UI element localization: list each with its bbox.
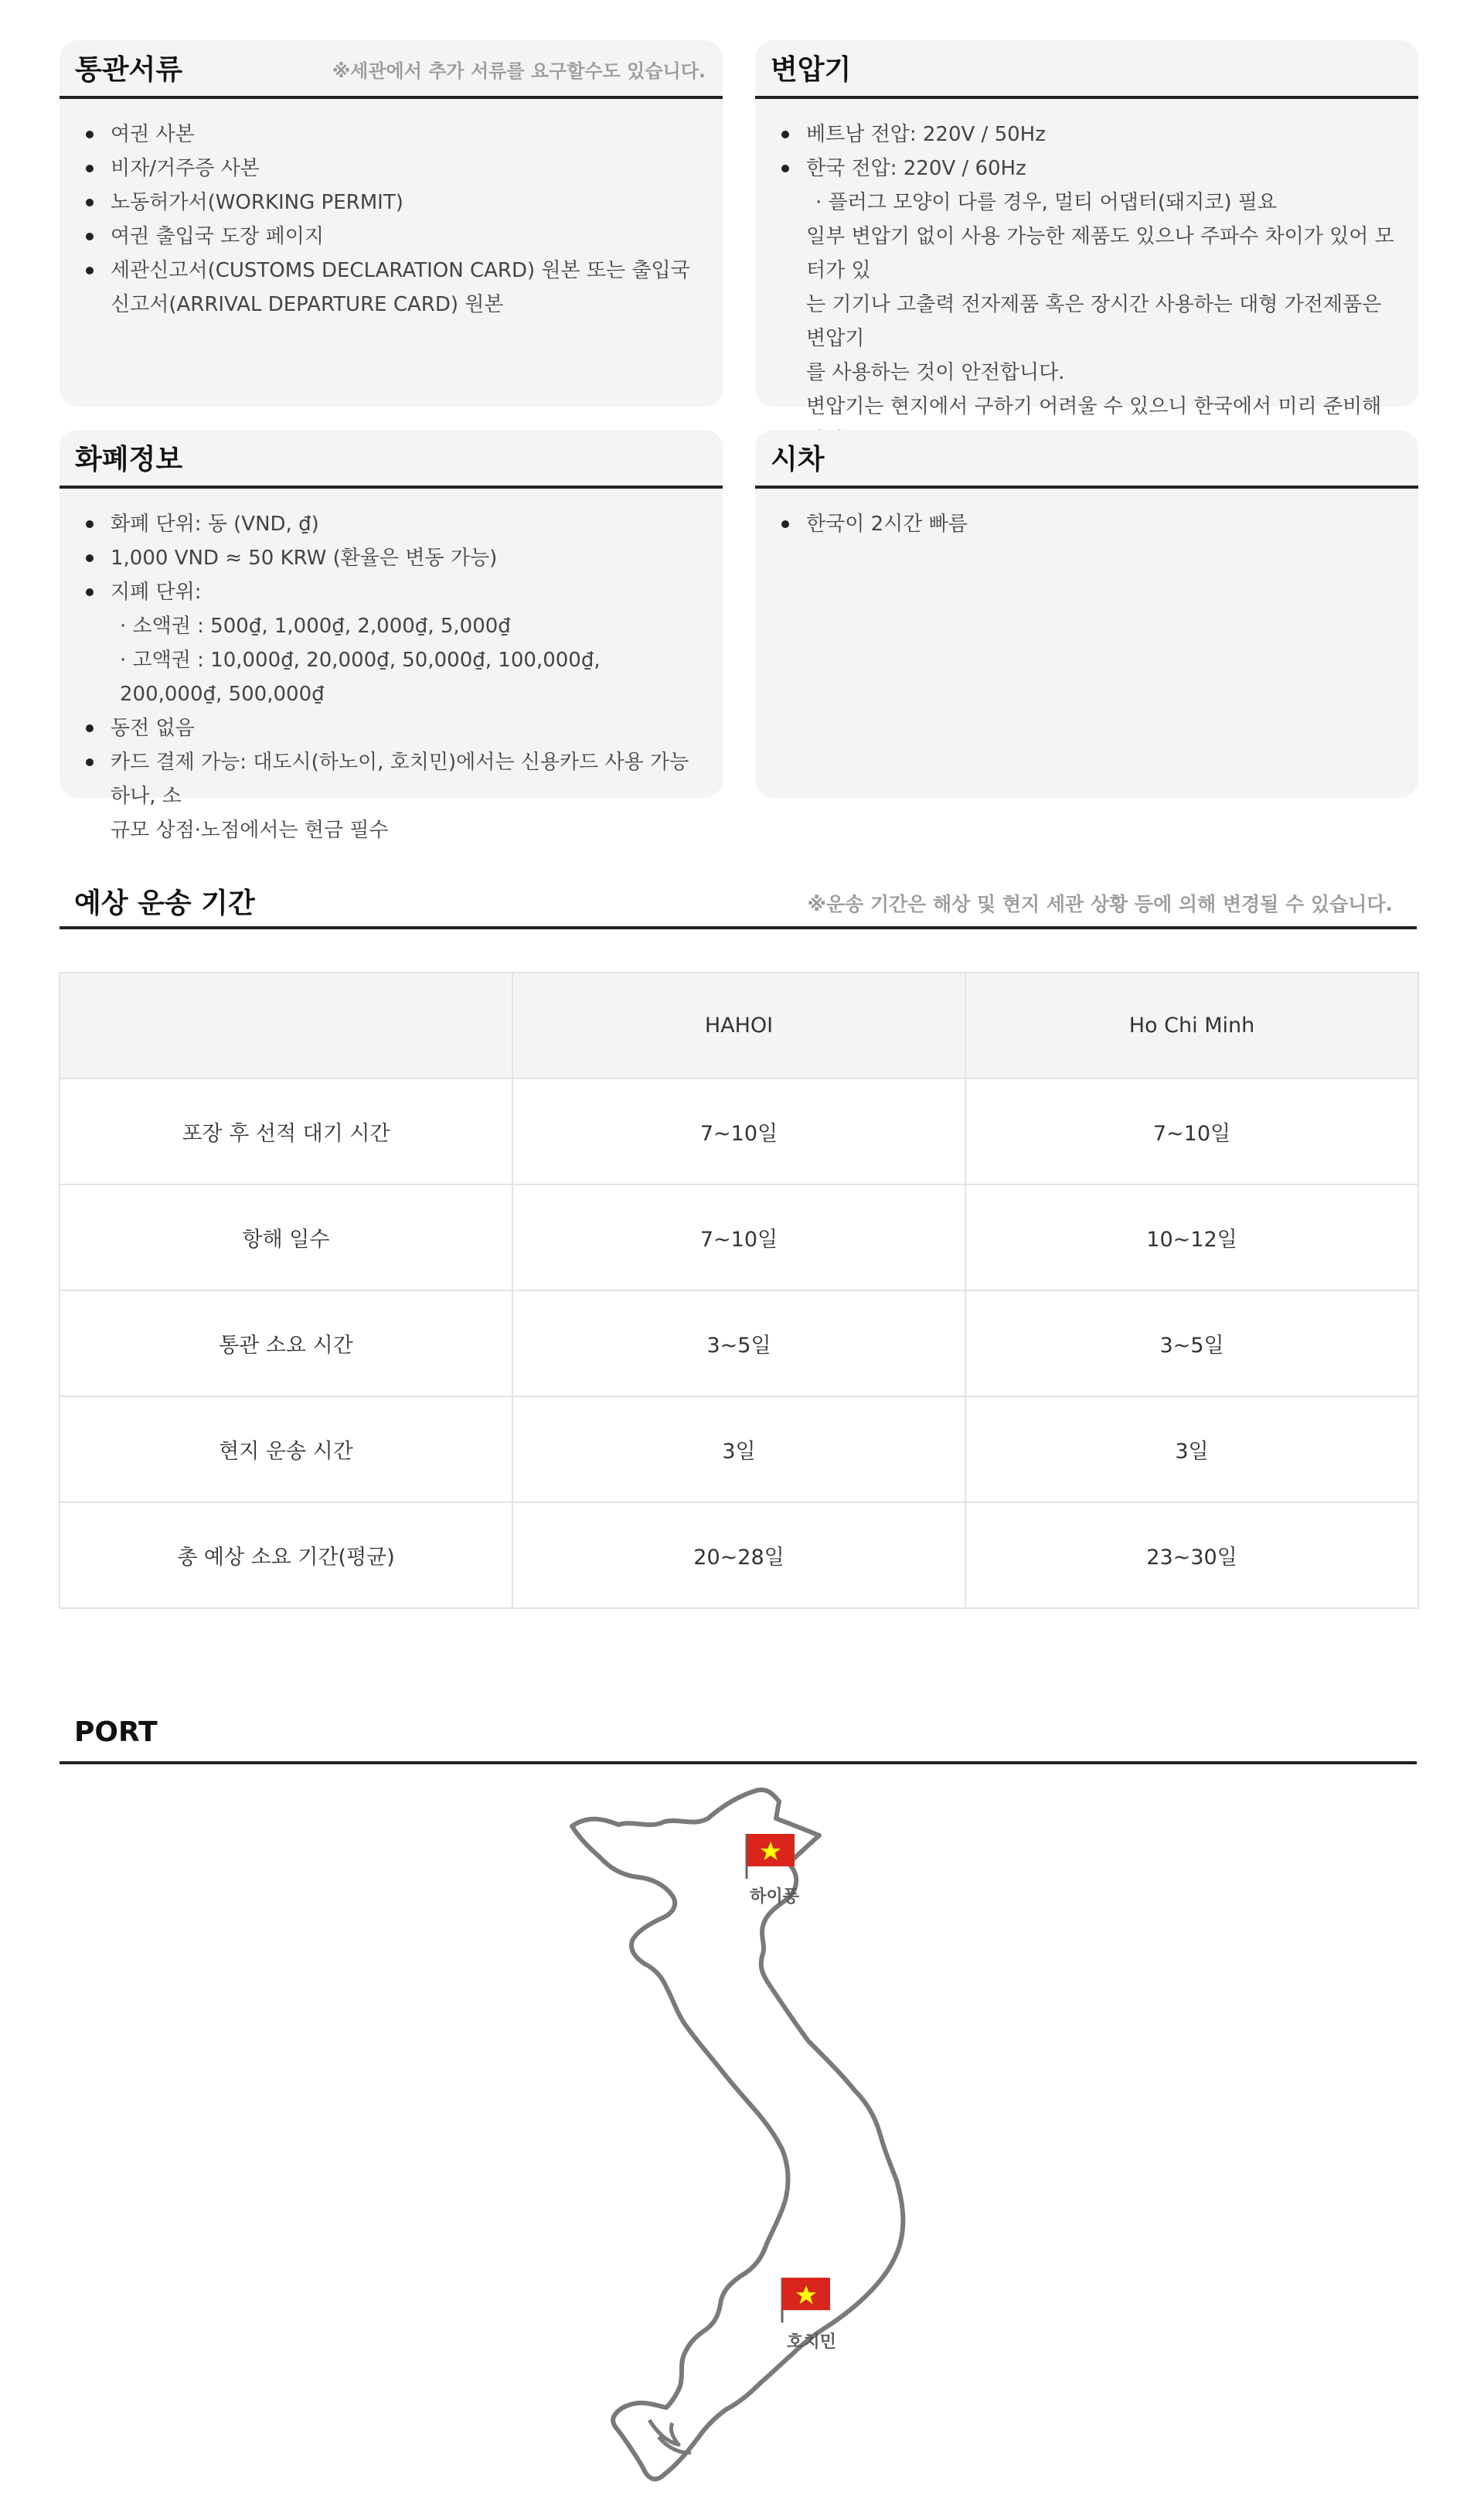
transformer-header bbox=[755, 40, 1418, 99]
table-row bbox=[60, 1396, 1418, 1502]
table-header-cell bbox=[60, 973, 512, 1079]
transformer-paragraph-line: 는 기기나 고출력 전자제품 혹은 장시간 사용하는 대형 가전제품은 변압기 bbox=[806, 293, 1382, 350]
table-cell: 10~12일 bbox=[965, 1184, 1418, 1290]
table-header-row bbox=[60, 973, 1418, 1079]
table-cell: 항해 일수 bbox=[60, 1184, 512, 1290]
timezone-title: 시차 bbox=[771, 444, 825, 475]
table-cell: 20~28일 bbox=[512, 1502, 965, 1608]
currency-title: 화폐정보 bbox=[75, 444, 183, 475]
table-cell: 3일 bbox=[512, 1396, 965, 1502]
hochiminh-marker bbox=[782, 2278, 836, 2352]
small-notes-line: · 소액권 : 500₫, 1,000₫, 2,000₫, 5,000₫ bbox=[120, 615, 511, 638]
shipping-schedule-table bbox=[59, 972, 1419, 1609]
schedule-divider bbox=[60, 926, 1417, 929]
customs-documents-note: ※세관에서 추가 서류를 요구할수도 있습니다. bbox=[332, 60, 706, 82]
large-notes-line: · 고액권 : 10,000₫, 20,000₫, 50,000₫, 100,000₫, 200,000₫, 500,000₫ bbox=[120, 649, 601, 706]
list-item: 비자/거주증 사본 bbox=[77, 152, 706, 186]
table-row bbox=[60, 1079, 1418, 1184]
haiphong-label: 하이퐁 bbox=[750, 1887, 799, 1907]
currency-header bbox=[60, 430, 723, 489]
list-item: 여권 출입국 도장 페이지 bbox=[77, 220, 706, 254]
table-cell: 3~5일 bbox=[512, 1290, 965, 1396]
table-cell: 7~10일 bbox=[512, 1079, 965, 1184]
list-item: 한국 전압: 220V / 60Hz bbox=[772, 152, 1401, 186]
port-divider bbox=[60, 1761, 1417, 1764]
list-item-continuation: 규모 상점·노점에서는 현금 필수 bbox=[111, 819, 389, 842]
list-item: 화폐 단위: 동 (VND, ₫) bbox=[77, 507, 706, 541]
vietnam-map bbox=[556, 1778, 958, 2505]
list-item: 노동허가서(WORKING PERMIT) bbox=[77, 186, 706, 220]
customs-documents-title: 통관서류 bbox=[75, 54, 183, 86]
timezone-card bbox=[755, 430, 1418, 798]
table-cell: 3~5일 bbox=[965, 1290, 1418, 1396]
currency-card bbox=[60, 430, 723, 842]
transformer-paragraph-line: 일부 변압기 없이 사용 가능한 제품도 있으나 주파수 차이가 있어 모터가 있 bbox=[806, 225, 1394, 282]
customs-documents-list bbox=[77, 118, 706, 322]
table-cell: 7~10일 bbox=[512, 1184, 965, 1290]
table-row bbox=[60, 1502, 1418, 1608]
customs-documents-header bbox=[60, 40, 723, 99]
table-cell: 총 예상 소요 기간(평균) bbox=[60, 1502, 512, 1608]
customs-documents-card bbox=[60, 40, 723, 407]
list-item: 세관신고서(CUSTOMS DECLARATION CARD) 원본 또는 출입국 bbox=[77, 254, 706, 288]
transformer-paragraph-line: 를 사용하는 것이 안전합니다. bbox=[806, 361, 1065, 384]
port-title: PORT bbox=[74, 1716, 158, 1748]
transformer-paragraph-line: 변압기는 현지에서 구하기 어려울 수 있으니 한국에서 미리 준비해 bbox=[806, 395, 1382, 418]
transformer-title: 변압기 bbox=[771, 54, 852, 86]
table-cell: 통관 소요 시간 bbox=[60, 1290, 512, 1396]
table-cell: 현지 운송 시간 bbox=[60, 1396, 512, 1502]
schedule-note: ※운송 기간은 해상 및 현지 세관 상황 등에 의해 변경될 수 있습니다. bbox=[807, 893, 1393, 915]
timezone-header bbox=[755, 430, 1418, 489]
list-item: 한국이 2시간 빠름 bbox=[772, 507, 1401, 541]
table-cell: 7~10일 bbox=[965, 1079, 1418, 1184]
plug-adapter-note: · 플러그 모양이 다를 경우, 멀티 어댑터(돼지코) 필요 bbox=[815, 191, 1277, 214]
vietnam-outline bbox=[572, 1790, 903, 2479]
list-item: 동전 없음 bbox=[77, 711, 706, 745]
schedule-title: 예상 운송 기간 bbox=[74, 888, 255, 919]
currency-list bbox=[77, 507, 706, 847]
hochiminh-label: 호치민 bbox=[787, 2333, 836, 2352]
table-cell: 포장 후 선적 대기 시간 bbox=[60, 1079, 512, 1184]
list-item: 카드 결제 가능: 대도시(하노이, 호치민)에서는 신용카드 사용 가능하나, 소 bbox=[77, 745, 706, 813]
table-cell: 23~30일 bbox=[965, 1502, 1418, 1608]
table-header-cell: HAHOI bbox=[512, 973, 965, 1079]
timezone-list bbox=[772, 507, 1401, 541]
table-row bbox=[60, 1184, 1418, 1290]
table-header-cell: Ho Chi Minh bbox=[965, 973, 1418, 1079]
mekong-delta-coast bbox=[649, 2420, 691, 2452]
list-item: 1,000 VND ≈ 50 KRW (환율은 변동 가능) bbox=[77, 541, 706, 575]
list-item: 여권 사본 bbox=[77, 118, 706, 152]
transformer-card bbox=[755, 40, 1418, 418]
list-item: 베트남 전압: 220V / 50Hz bbox=[772, 118, 1401, 152]
table-cell: 3일 bbox=[965, 1396, 1418, 1502]
table-row bbox=[60, 1290, 1418, 1396]
list-item: 지폐 단위: bbox=[77, 575, 706, 609]
list-item-continuation: 신고서(ARRIVAL DEPARTURE CARD) 원본 bbox=[111, 293, 504, 316]
